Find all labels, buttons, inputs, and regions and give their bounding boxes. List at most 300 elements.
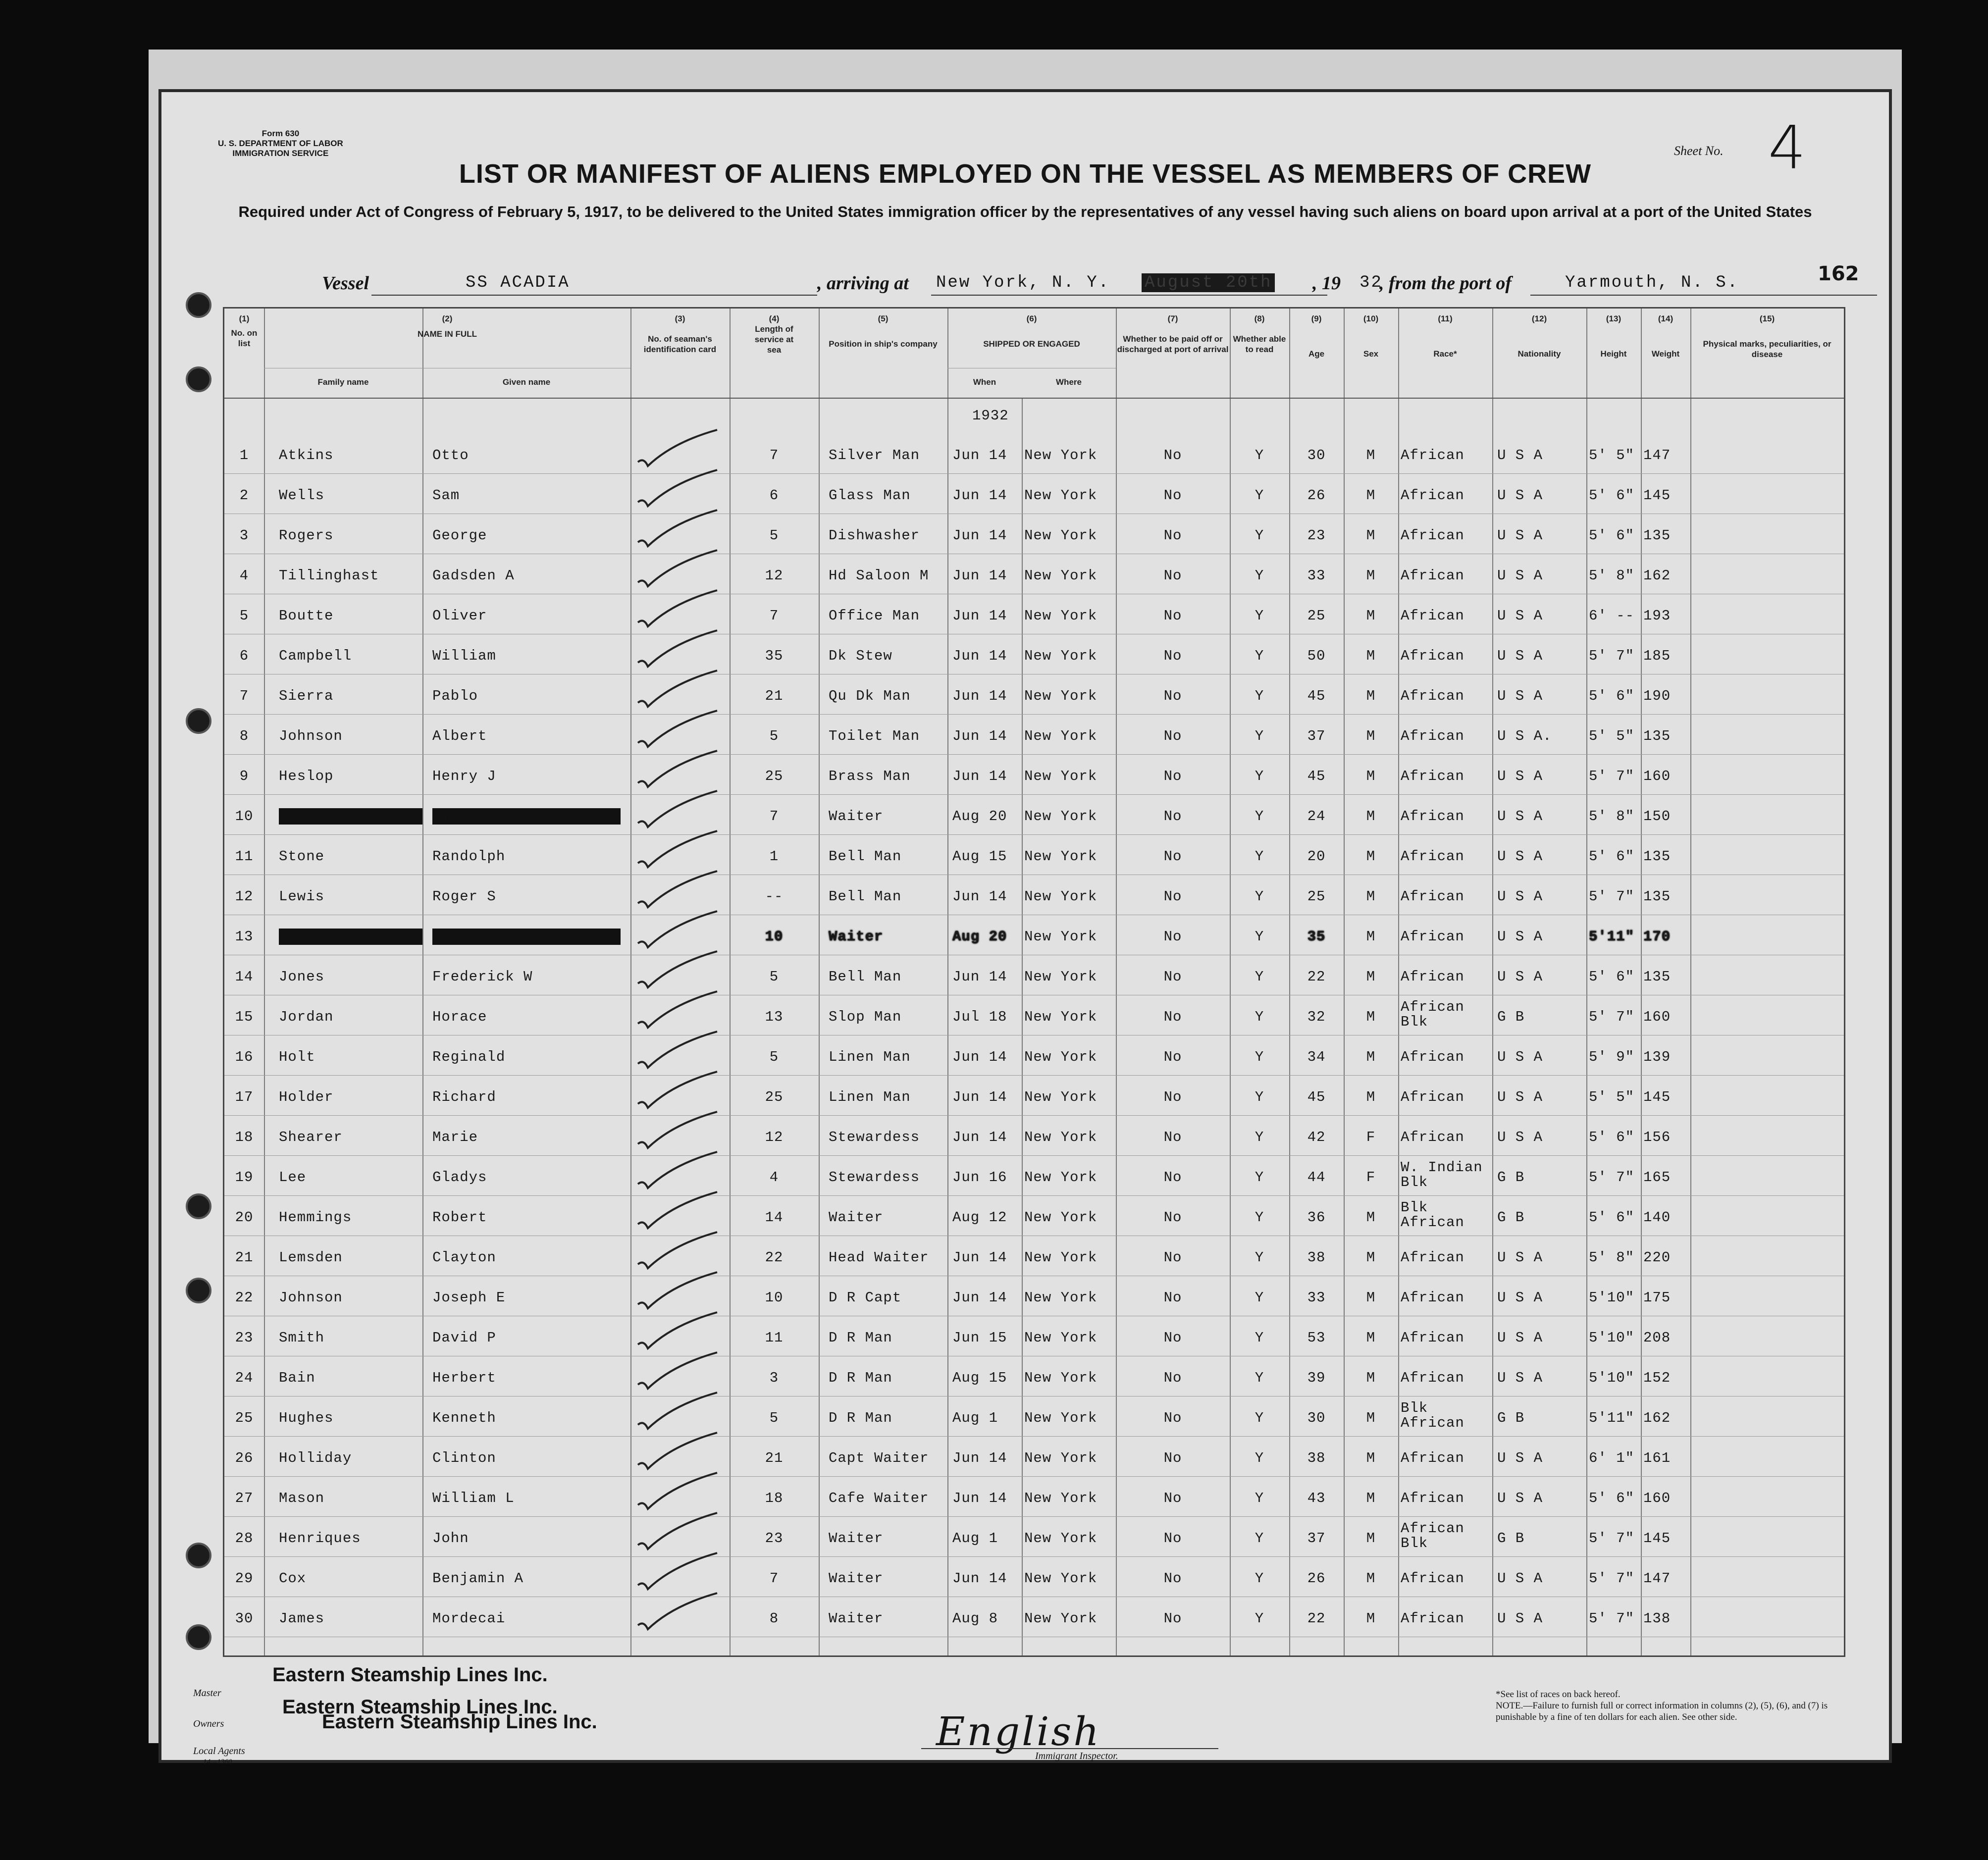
- check-mark: [633, 427, 727, 472]
- race: African: [1401, 487, 1465, 504]
- company-line-2: Eastern Steamship Lines Inc.: [282, 1696, 558, 1718]
- race: African: [1401, 1330, 1465, 1346]
- weight: 165: [1643, 1169, 1671, 1186]
- header-nationality: (12) Nationality: [1517, 314, 1561, 359]
- paid-off: No: [1163, 728, 1182, 744]
- age: 45: [1307, 1089, 1326, 1105]
- race: African Blk: [1401, 999, 1465, 1030]
- able-to-read: Y: [1255, 527, 1264, 544]
- nationality: U S A: [1497, 808, 1543, 825]
- able-to-read: Y: [1255, 1089, 1264, 1105]
- check-mark: [633, 1029, 727, 1074]
- height: 5' 7": [1589, 1530, 1635, 1547]
- nationality: U S A: [1497, 1129, 1543, 1145]
- weight: 145: [1643, 487, 1671, 504]
- able-to-read: Y: [1255, 568, 1264, 584]
- sex: M: [1366, 648, 1376, 664]
- year-prefix: , 19: [1312, 273, 1341, 294]
- row-number: 24: [235, 1370, 254, 1386]
- sex: M: [1366, 688, 1376, 704]
- age: 25: [1307, 608, 1326, 624]
- race: African: [1401, 969, 1465, 985]
- paid-off: No: [1163, 1570, 1182, 1587]
- height: 6' 1": [1589, 1450, 1635, 1466]
- shipped-when: Jun 14: [952, 1129, 1007, 1145]
- weight: 160: [1643, 1009, 1671, 1025]
- able-to-read: Y: [1255, 1530, 1264, 1547]
- family-name: Hughes: [279, 1410, 334, 1426]
- shipped-where: New York: [1024, 969, 1098, 985]
- shipped-where: New York: [1024, 527, 1098, 544]
- shipped-when: Jun 14: [952, 688, 1007, 704]
- row-rule: [224, 1195, 1844, 1196]
- header-id-card: (3) No. of seaman's identification card: [643, 314, 717, 354]
- age: 34: [1307, 1049, 1326, 1065]
- shipped-when: Jun 14: [952, 568, 1007, 584]
- row-rule: [224, 1155, 1844, 1156]
- given-name: Albert: [432, 728, 487, 744]
- race: African Blk: [1401, 1520, 1465, 1551]
- given-name: Gladys: [432, 1169, 487, 1186]
- sex: M: [1366, 1049, 1376, 1065]
- agents-label: Local Agents: [193, 1746, 245, 1757]
- col-divider: [422, 309, 423, 1655]
- age: 33: [1307, 1290, 1326, 1306]
- family-name: Stone: [279, 848, 325, 865]
- height: 5' 8": [1589, 1249, 1635, 1266]
- shipped-where: New York: [1024, 1410, 1098, 1426]
- row-number: 20: [235, 1209, 254, 1226]
- race: African: [1401, 1049, 1465, 1065]
- shipped-where: New York: [1024, 1490, 1098, 1506]
- row-number: 10: [235, 808, 254, 825]
- owners-label: Owners: [193, 1718, 224, 1729]
- paid-off: No: [1163, 808, 1182, 825]
- check-mark: [633, 989, 727, 1033]
- nationality: U S A: [1497, 527, 1543, 544]
- given-name: Henry J: [432, 768, 496, 784]
- crew-table: [223, 307, 1845, 1657]
- age: 30: [1307, 447, 1326, 464]
- given-name: George: [432, 527, 487, 544]
- check-mark: [633, 1430, 727, 1475]
- able-to-read: Y: [1255, 808, 1264, 825]
- able-to-read: Y: [1255, 848, 1264, 865]
- paid-off: No: [1163, 848, 1182, 865]
- nationality: U S A: [1497, 648, 1543, 664]
- binder-hole: [186, 1278, 211, 1303]
- family-name: Lewis: [279, 888, 325, 905]
- age: 53: [1307, 1330, 1326, 1346]
- header-height: (13) Height: [1600, 314, 1627, 359]
- weight: 147: [1643, 447, 1671, 464]
- able-to-read: Y: [1255, 888, 1264, 905]
- sex: M: [1366, 1249, 1376, 1266]
- service-length: 12: [765, 568, 784, 584]
- age: 22: [1307, 969, 1326, 985]
- header-sex: (10) Sex: [1363, 314, 1379, 359]
- form-number: Form 630: [262, 129, 300, 138]
- service-length: 18: [765, 1490, 784, 1506]
- row-number: 1: [239, 447, 249, 464]
- year-value: 32: [1360, 273, 1383, 292]
- family-name: Sierra: [279, 688, 334, 704]
- height: 5'11": [1589, 1410, 1635, 1426]
- service-length: 5: [769, 527, 779, 544]
- service-length: 23: [765, 1530, 784, 1547]
- check-mark: [633, 1270, 727, 1314]
- inspector-signature: English: [936, 1708, 1101, 1755]
- footer-notes: [1496, 1689, 1842, 1723]
- height: 5' 6": [1589, 969, 1635, 985]
- check-mark: [633, 1390, 727, 1435]
- weight: 193: [1643, 608, 1671, 624]
- shipped-when: Aug 15: [952, 1370, 1007, 1386]
- nationality: U S A: [1497, 848, 1543, 865]
- service-length: 22: [765, 1249, 784, 1266]
- col-divider: [1586, 309, 1587, 1655]
- position: Stewardess: [829, 1129, 920, 1145]
- given-name: Benjamin A: [432, 1570, 524, 1587]
- position: Bell Man: [829, 888, 902, 905]
- header-shipped: (6) SHIPPED OR ENGAGED: [983, 314, 1080, 349]
- height: 5' 5": [1589, 728, 1635, 744]
- shipped-where: New York: [1024, 1169, 1098, 1186]
- weight: 150: [1643, 808, 1671, 825]
- row-number: 14: [235, 969, 254, 985]
- race: African: [1401, 1490, 1465, 1506]
- position: Slop Man: [829, 1009, 902, 1025]
- age: 45: [1307, 688, 1326, 704]
- able-to-read: Y: [1255, 728, 1264, 744]
- nationality: U S A.: [1497, 728, 1552, 744]
- row-number: 25: [235, 1410, 254, 1426]
- service-length: 5: [769, 1049, 779, 1065]
- shipped-when: Jun 14: [952, 1049, 1007, 1065]
- nationality: U S A: [1497, 1490, 1543, 1506]
- able-to-read: Y: [1255, 608, 1264, 624]
- binder-hole: [186, 1193, 211, 1219]
- height: 5' 8": [1589, 568, 1635, 584]
- header-no: (1) No. on list: [231, 314, 258, 348]
- position: Silver Man: [829, 447, 920, 464]
- age: 36: [1307, 1209, 1326, 1226]
- position: Head Waiter: [829, 1249, 929, 1266]
- nationality: U S A: [1497, 1370, 1543, 1386]
- shipped-when: Aug 20: [952, 929, 1007, 945]
- able-to-read: Y: [1255, 1570, 1264, 1587]
- row-number: 18: [235, 1129, 254, 1145]
- row-number: 3: [239, 527, 249, 544]
- check-mark: [633, 1149, 727, 1194]
- given-name: Richard: [432, 1089, 496, 1105]
- nationality: U S A: [1497, 929, 1543, 945]
- age: 44: [1307, 1169, 1326, 1186]
- service-length: 10: [765, 929, 784, 945]
- given-name: Joseph E: [432, 1290, 506, 1306]
- shipped-when: Jun 14: [952, 1089, 1007, 1105]
- weight: 170: [1643, 929, 1671, 945]
- row-rule: [224, 1556, 1844, 1557]
- weight: 138: [1643, 1610, 1671, 1627]
- company-line-3: Eastern Steamship Lines Inc.: [322, 1711, 597, 1733]
- paid-off: No: [1163, 1290, 1182, 1306]
- race: W. Indian Blk: [1401, 1159, 1483, 1190]
- shipped-where: New York: [1024, 1009, 1098, 1025]
- check-mark: [633, 1230, 727, 1274]
- shipped-when: Aug 15: [952, 848, 1007, 865]
- paid-off: No: [1163, 1089, 1182, 1105]
- race-note: *See list of races on back hereof.: [1496, 1689, 1621, 1700]
- age: 20: [1307, 848, 1326, 865]
- company-line-1: Eastern Steamship Lines Inc.: [272, 1664, 548, 1686]
- shipped-where: New York: [1024, 1370, 1098, 1386]
- sex: M: [1366, 888, 1376, 905]
- check-mark: [633, 1350, 727, 1395]
- race: Blk African: [1401, 1199, 1465, 1231]
- shipped-where: New York: [1024, 1049, 1098, 1065]
- family-name: Shearer: [279, 1129, 343, 1145]
- race: African: [1401, 728, 1465, 744]
- position: Capt Waiter: [829, 1450, 929, 1466]
- sex: M: [1366, 487, 1376, 504]
- check-mark: [633, 467, 727, 512]
- sex: M: [1366, 1209, 1376, 1226]
- family-name: Smith: [279, 1330, 325, 1346]
- vessel-name: SS ACADIA: [466, 273, 570, 292]
- position: Brass Man: [829, 768, 911, 784]
- page-number: 162: [1818, 262, 1859, 285]
- shipped-when: Jun 14: [952, 1290, 1007, 1306]
- service-length: 10: [765, 1290, 784, 1306]
- position: Waiter: [829, 929, 884, 945]
- shipped-where: New York: [1024, 728, 1098, 744]
- sex: M: [1366, 768, 1376, 784]
- shipped-where: New York: [1024, 1450, 1098, 1466]
- check-mark: [633, 708, 727, 753]
- weight: 160: [1643, 1490, 1671, 1506]
- shipped-where: New York: [1024, 487, 1098, 504]
- check-mark: [633, 909, 727, 953]
- shipped-when: Jun 15: [952, 1330, 1007, 1346]
- row-rule: [224, 834, 1844, 835]
- paid-off: No: [1163, 969, 1182, 985]
- col-divider: [947, 309, 948, 1655]
- age: 37: [1307, 728, 1326, 744]
- position: Qu Dk Man: [829, 688, 911, 704]
- nationality: G B: [1497, 1209, 1525, 1226]
- height: 5' 7": [1589, 768, 1635, 784]
- height: 5' 6": [1589, 487, 1635, 504]
- age: 22: [1307, 1610, 1326, 1627]
- height: 5' 6": [1589, 527, 1635, 544]
- sex: M: [1366, 1570, 1376, 1587]
- row-number: 5: [239, 608, 249, 624]
- height: 5'11": [1589, 929, 1635, 945]
- row-number: 2: [239, 487, 249, 504]
- signature-line: [921, 1748, 1218, 1749]
- shipped-where: New York: [1024, 1610, 1098, 1627]
- race: African: [1401, 888, 1465, 905]
- row-rule: [224, 473, 1844, 474]
- position: Waiter: [829, 808, 884, 825]
- sex: M: [1366, 728, 1376, 744]
- paid-off: No: [1163, 1610, 1182, 1627]
- paid-off: No: [1163, 1249, 1182, 1266]
- sex: M: [1366, 1290, 1376, 1306]
- shipped-when: Jun 14: [952, 608, 1007, 624]
- family-name: Bain: [279, 1370, 315, 1386]
- shipped-when: Jun 14: [952, 527, 1007, 544]
- position: Cafe Waiter: [829, 1490, 929, 1506]
- weight: 135: [1643, 888, 1671, 905]
- age: 33: [1307, 568, 1326, 584]
- row-rule: [224, 794, 1844, 795]
- binder-hole: [186, 708, 211, 734]
- paid-off: No: [1163, 648, 1182, 664]
- paid-off: No: [1163, 768, 1182, 784]
- service-length: 25: [765, 768, 784, 784]
- race: African: [1401, 1570, 1465, 1587]
- able-to-read: Y: [1255, 1249, 1264, 1266]
- family-name: Lee: [279, 1169, 307, 1186]
- manifest-sheet: [158, 89, 1892, 1766]
- weight: 175: [1643, 1290, 1671, 1306]
- age: 37: [1307, 1530, 1326, 1547]
- row-number: 13: [235, 929, 254, 945]
- race: African: [1401, 1290, 1465, 1306]
- col-divider: [1398, 309, 1399, 1655]
- paid-off: No: [1163, 1490, 1182, 1506]
- row-rule: [224, 1115, 1844, 1116]
- position: Bell Man: [829, 969, 902, 985]
- shipped-where: New York: [1024, 1330, 1098, 1346]
- service-length: 1: [769, 848, 779, 865]
- row-number: 30: [235, 1610, 254, 1627]
- shipped-when: Jun 14: [952, 1450, 1007, 1466]
- age: 45: [1307, 768, 1326, 784]
- row-number: 17: [235, 1089, 254, 1105]
- given-name: Mordecai: [432, 1610, 506, 1627]
- nationality: G B: [1497, 1530, 1525, 1547]
- family-name: Johnson: [279, 728, 343, 744]
- family-name: Tillinghast: [279, 568, 379, 584]
- shipped-where: New York: [1024, 688, 1098, 704]
- check-mark: [633, 1310, 727, 1354]
- row-number: 19: [235, 1169, 254, 1186]
- height: 5' 8": [1589, 808, 1635, 825]
- binder-hole: [186, 1624, 211, 1650]
- height: 5' 6": [1589, 1490, 1635, 1506]
- given-name: Christopher: [432, 808, 621, 825]
- shipped-when: Jun 14: [952, 648, 1007, 664]
- height: 5'10": [1589, 1330, 1635, 1346]
- weight: 162: [1643, 568, 1671, 584]
- shipped-when: Jun 14: [952, 1570, 1007, 1587]
- shipped-when: Jul 18: [952, 1009, 1007, 1025]
- family-name: Jordan: [279, 1009, 334, 1025]
- service-length: 14: [765, 1209, 784, 1226]
- shipped-where: New York: [1024, 1089, 1098, 1105]
- given-name: Pablo: [432, 688, 478, 704]
- service-length: 3: [769, 1370, 779, 1386]
- header-family-name: Family name: [317, 377, 369, 387]
- check-mark: [633, 1109, 727, 1154]
- nationality: U S A: [1497, 969, 1543, 985]
- paid-off: No: [1163, 1049, 1182, 1065]
- height: 5' 5": [1589, 447, 1635, 464]
- shipped-where: New York: [1024, 608, 1098, 624]
- able-to-read: Y: [1255, 1209, 1264, 1226]
- race: African: [1401, 1370, 1465, 1386]
- check-mark: [633, 628, 727, 672]
- paid-off: No: [1163, 1410, 1182, 1426]
- family-name: Holder: [279, 1089, 334, 1105]
- service-length: 12: [765, 1129, 784, 1145]
- row-number: 15: [235, 1009, 254, 1025]
- paid-off: No: [1163, 568, 1182, 584]
- nationality: U S A: [1497, 1290, 1543, 1306]
- sex: M: [1366, 447, 1376, 464]
- sex: M: [1366, 808, 1376, 825]
- service: IMMIGRATION SERVICE: [232, 149, 329, 158]
- arriving-port: New York, N. Y.: [936, 273, 1110, 292]
- given-name: William: [432, 648, 496, 664]
- nationality: U S A: [1497, 1610, 1543, 1627]
- service-length: 21: [765, 1450, 784, 1466]
- shipped-when: Jun 14: [952, 768, 1007, 784]
- header-name: (2) NAME IN FULL: [418, 314, 477, 339]
- row-number: 12: [235, 888, 254, 905]
- given-name: Herbert: [432, 1370, 496, 1386]
- height: 5' 7": [1589, 1169, 1635, 1186]
- vessel-label: Vessel: [322, 273, 369, 294]
- nationality: U S A: [1497, 1249, 1543, 1266]
- weight: 162: [1643, 1410, 1671, 1426]
- able-to-read: Y: [1255, 1450, 1264, 1466]
- position: Stewardess: [829, 1169, 920, 1186]
- given-name: Oliver: [432, 608, 487, 624]
- sheet-number: 4: [1768, 114, 1806, 183]
- family-name: Hemmings: [279, 1209, 352, 1226]
- weight: 161: [1643, 1450, 1671, 1466]
- from-label: , from the port of: [1379, 273, 1512, 294]
- able-to-read: Y: [1255, 688, 1264, 704]
- row-number: 28: [235, 1530, 254, 1547]
- master-label: Master: [193, 1688, 221, 1699]
- height: 6' --: [1589, 608, 1635, 624]
- given-name: Clinton: [432, 1450, 496, 1466]
- family-name: Jones: [279, 969, 325, 985]
- service-length: 25: [765, 1089, 784, 1105]
- from-port: Yarmouth, N. S.: [1565, 273, 1739, 292]
- nationality: U S A: [1497, 608, 1543, 624]
- nationality: G B: [1497, 1169, 1525, 1186]
- paid-off: No: [1163, 1009, 1182, 1025]
- shipped-where: New York: [1024, 1530, 1098, 1547]
- age: 39: [1307, 1370, 1326, 1386]
- service-length: 11: [765, 1330, 784, 1346]
- position: Linen Man: [829, 1089, 911, 1105]
- shipped-where: New York: [1024, 568, 1098, 584]
- race: African: [1401, 527, 1465, 544]
- paid-off: No: [1163, 1450, 1182, 1466]
- paid-off: No: [1163, 1129, 1182, 1145]
- given-name: John: [432, 1530, 469, 1547]
- nationality: U S A: [1497, 568, 1543, 584]
- given-name: William L: [432, 1490, 515, 1506]
- check-mark: [633, 668, 727, 713]
